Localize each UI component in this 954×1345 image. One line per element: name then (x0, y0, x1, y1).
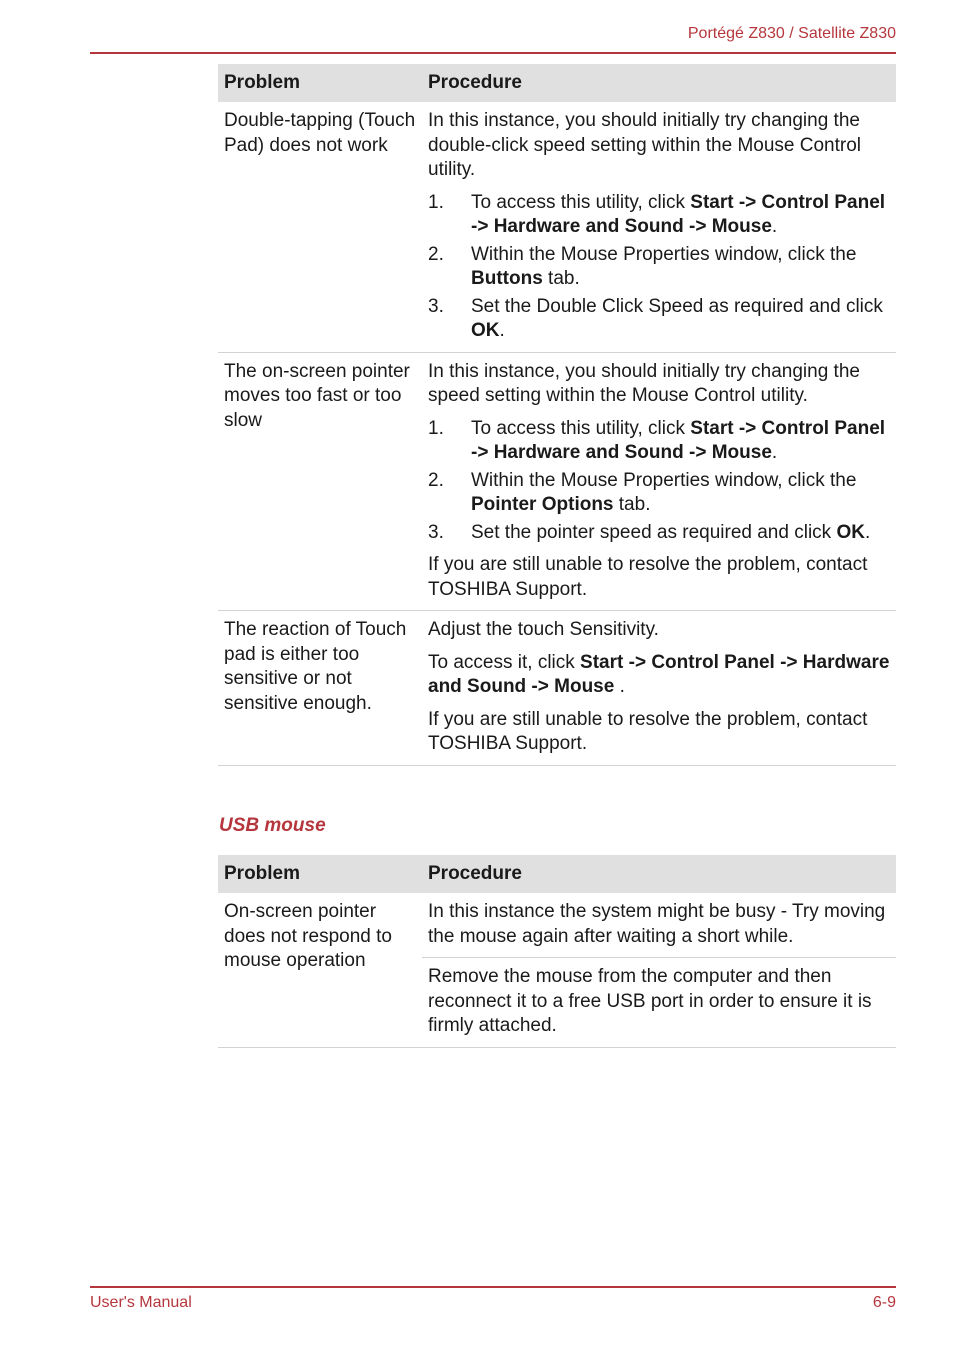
step-text: To access this utility, click Start -> Control Panel -> Hardware and Sound -> Mouse. (471, 417, 886, 463)
column-header-problem: Problem (218, 64, 422, 102)
step-text: Within the Mouse Properties window, click the Pointer Options tab. (471, 469, 857, 515)
step-number: 1. (428, 191, 444, 213)
procedure-paragraph: Adjust the touch Sensitivity. (428, 619, 659, 640)
procedure-paragraph: If you are still unable to resolve the problem, contact TOSHIBA Support. (428, 708, 868, 754)
step-item (428, 191, 890, 240)
table-header-row (218, 64, 896, 102)
procedure-outro: If you are still unable to resolve the problem, contact TOSHIBA Support. (428, 554, 868, 600)
step-number: 3. (428, 295, 444, 317)
procedure-intro: In this instance, you should initially try changing the double-click speed setting within the Mouse Control utility. (428, 110, 862, 180)
header-rule (90, 52, 896, 54)
step-item (428, 469, 890, 518)
step-number: 2. (428, 243, 444, 265)
touchpad-troubleshooting-table (218, 64, 896, 766)
section-heading-usb-mouse: USB mouse (219, 815, 326, 836)
problem-cell: On-screen pointer does not respond to mouse operation (218, 893, 422, 1047)
procedure-cell (422, 611, 896, 766)
step-item (428, 295, 890, 344)
step-item (428, 417, 890, 466)
table-row (218, 102, 896, 352)
page-header-title: Portégé Z830 / Satellite Z830 (687, 25, 896, 42)
step-number: 3. (428, 521, 444, 543)
problem-cell: Double-tapping (Touch Pad) does not work (218, 102, 422, 352)
table-row (218, 352, 896, 611)
table-row (218, 611, 896, 766)
step-item (428, 243, 890, 292)
problem-cell: The on-screen pointer moves too fast or too slow (218, 352, 422, 611)
footer-page-number: 6-9 (872, 1294, 896, 1311)
step-text: Within the Mouse Properties window, click the Buttons tab. (471, 243, 857, 289)
column-header-problem: Problem (218, 855, 422, 893)
procedure-steps (428, 191, 890, 344)
procedure-paragraph: To access it, click Start -> Control Panel -> Hardware and Sound -> Mouse . (428, 651, 890, 697)
footer-manual-label: User's Manual (90, 1294, 192, 1311)
step-text: Set the pointer speed as required and click OK. (471, 521, 871, 543)
table-header-row (218, 855, 896, 893)
step-text: To access this utility, click Start -> Control Panel -> Hardware and Sound -> Mouse. (471, 191, 886, 237)
procedure-cell: In this instance the system might be busy - Try moving the mouse again after waiting a short while. (422, 893, 896, 958)
column-header-procedure: Procedure (422, 64, 896, 102)
step-item (428, 521, 890, 546)
step-number: 2. (428, 469, 444, 491)
problem-cell: The reaction of Touch pad is either too sensitive or not sensitive enough. (218, 611, 422, 766)
usb-mouse-troubleshooting-table (218, 855, 896, 1048)
procedure-steps (428, 417, 890, 546)
footer-rule (90, 1286, 896, 1288)
procedure-cell: Remove the mouse from the computer and then reconnect it to a free USB port in order to ensure it is firmly attached. (422, 958, 896, 1048)
procedure-intro: In this instance, you should initially try changing the speed setting within the Mouse Control utility. (428, 360, 860, 406)
step-number: 1. (428, 417, 444, 439)
procedure-cell (422, 102, 896, 352)
column-header-procedure: Procedure (422, 855, 896, 893)
step-text: Set the Double Click Speed as required and click OK. (471, 295, 883, 341)
table-row (218, 893, 896, 958)
procedure-cell (422, 352, 896, 611)
